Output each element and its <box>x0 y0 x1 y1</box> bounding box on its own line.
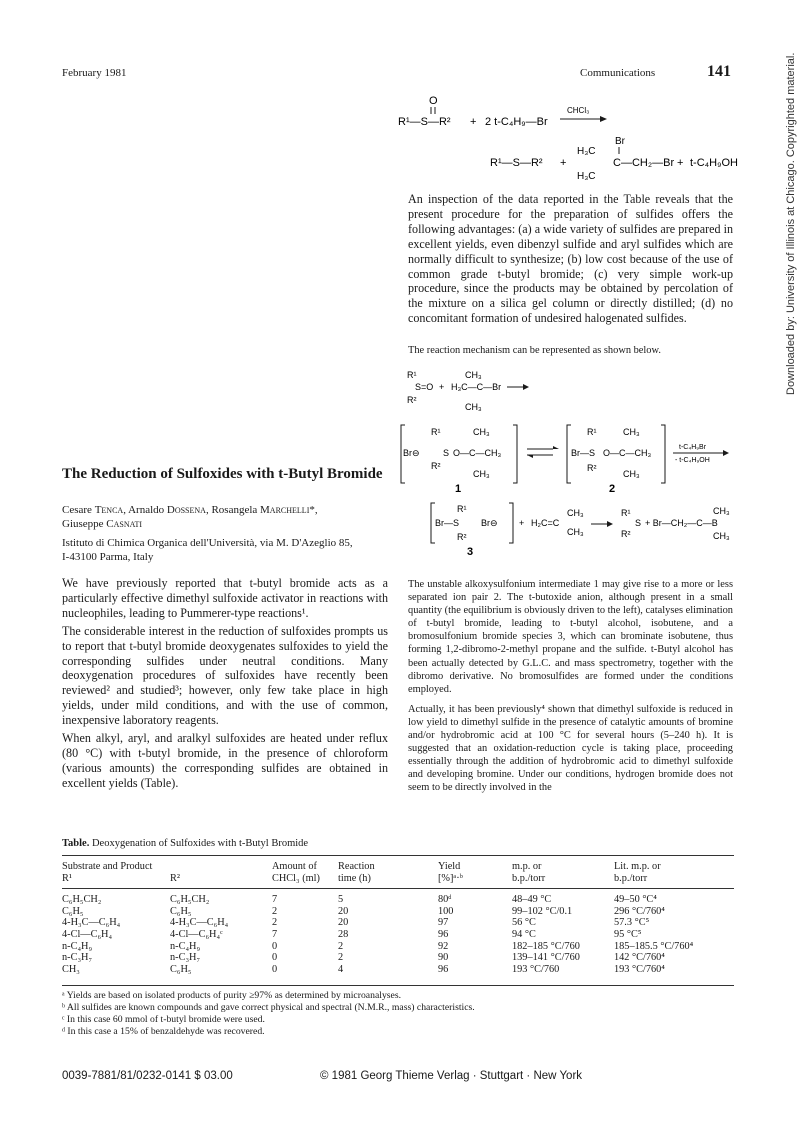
mech-r1-d: R¹ <box>457 504 467 514</box>
table-cell: n-C₄H₉ <box>170 940 201 952</box>
table-header-cell: [%]ᵃ·ᵇ <box>438 872 463 884</box>
table-cell: 100 <box>438 905 454 917</box>
scheme1-product-sulfide: R¹—S—R² <box>490 157 543 169</box>
mech-r2-b: R² <box>431 461 441 471</box>
table-cell: 0 <box>272 952 278 964</box>
table-header-rule <box>62 888 734 889</box>
table-header-cell: R¹ <box>62 872 72 884</box>
table-cell: 296 °C/760⁴ <box>614 905 665 917</box>
table-header-row <box>62 861 734 873</box>
table-bottom-rule <box>62 985 734 986</box>
footnote-a: ᵃ Yields are based on isolated products of purity ≥97% as determined by microanalyses. <box>62 990 402 1001</box>
table-cell: 49–50 °C⁴ <box>614 894 657 906</box>
table-cell: 5 <box>338 894 344 906</box>
table-cell: C₆H₅CH₂ <box>62 894 102 906</box>
mech-plus-a: + <box>439 382 445 392</box>
table-caption: Table. Deoxygenation of Sulfoxides with t-Butyl Bromide <box>62 838 309 849</box>
table-cell: 28 <box>338 928 349 940</box>
table-cell: 193 °C/760 <box>512 963 560 975</box>
table-cell: 48–49 °C <box>512 894 552 906</box>
mech-arrow2-bottom: - t-C₄H₉OH <box>675 457 710 464</box>
table-header-row <box>62 873 734 889</box>
table-cell: CH₃ <box>62 963 80 975</box>
authors-line-1: Cesare Tenca, Arnaldo Dossena, Rosangela Marchelli*, <box>62 504 318 516</box>
table-cell: 92 <box>438 940 449 952</box>
table-header-cell: time (h) <box>338 872 371 884</box>
table-cell: 185–185.5 °C/760⁴ <box>614 940 694 952</box>
mech-o-c-ch3: O—C—CH₃ <box>453 448 502 458</box>
table-header-cell: CHCl₃ (ml) <box>272 872 320 884</box>
affiliation: Istituto di Chimica Organica dell'Università, via M. D'Azeglio 85, I-43100 Parma, Italy <box>62 537 353 563</box>
mech-label-3: 3 <box>467 546 474 558</box>
scheme1-product-tbuoh: t-C₄H₉OH <box>690 157 738 169</box>
scheme1-h3c-bottom: H₃C <box>577 171 596 182</box>
advantages-paragraph: An inspection of the data reported in the Table reveals that the present procedure for the preparation of sulfides offers the following advantages: (a) a wide variety of sulfides are prepared in excellent yields, even dibenzyl sulfide and aryl sulfides which are normally difficult to synthesize; (b) low cost because of the use of common grade t-butyl bromide; (c) very simple work-up procedure, since the products may be obtained by percolation of the mixture on a silica gel column or directly distilled; (d) no concomitant formation of undesired halogenated sulfides. <box>408 192 733 326</box>
mech-plus-b: + <box>519 518 525 528</box>
table-cell: 7 <box>272 894 278 906</box>
scheme1-reagent2: 2 t-C₄H₉—Br <box>485 116 548 128</box>
scheme1-ch2br: C—CH₂—Br <box>613 157 675 169</box>
table-row <box>62 952 734 964</box>
table-header-cell: m.p. or <box>512 861 542 872</box>
footer-copyright: © 1981 Georg Thieme Verlag · Stuttgart · New York <box>320 1070 583 1082</box>
table-cell: 4-Cl—C₆H₄ᶜ <box>170 928 223 940</box>
table-cell: 96 <box>438 928 449 940</box>
table-cell: 193 °C/760⁴ <box>614 963 665 975</box>
table-cell: 7 <box>272 928 278 940</box>
header-date: February 1981 <box>62 67 127 79</box>
table-row <box>62 917 734 929</box>
table-cell: 4-Cl—C₆H₄ <box>62 928 113 940</box>
paragraph-conditions: When alkyl, aryl, and aralkyl sulfoxides are heated under reflux (80 °C) with t-butyl bromide, in the presence of chloroform (various amounts) the corresponding sulfides are obtained in excellent yields (Table). <box>62 731 388 790</box>
page-number: 141 <box>707 63 731 80</box>
table-row <box>62 906 734 918</box>
mech-s-plus: S <box>443 448 450 458</box>
table-header-cell: Substrate and Product <box>62 861 153 872</box>
mech-ch3-f: CH₃ <box>623 469 640 479</box>
footer-code: 0039-7881/81/0232-0141 $ 03.00 <box>62 1070 233 1082</box>
table-cell: 139–141 °C/760 <box>512 952 580 964</box>
paragraph-previous-work: Actually, it has been previously⁴ shown that dimethyl sulfoxide is reduced in low yield to dimethyl sulfide in the presence of catalytic amounts of bromine and/or hydrobromic acid at 100 °C for several hours (5–240 h). It is suggested that an oxidation-reduction cycle is taking place, proceeding essentially through the addition of hydrobromic acid to dimethyl sulfoxide and developing bromine. Under our conditions, hydrogen bromide does not seem to be directly involved in the <box>408 703 733 794</box>
mech-label-2: 2 <box>609 483 616 495</box>
deoxygenation-table <box>62 861 734 975</box>
table-cell: C₆H₅ <box>170 963 192 975</box>
table-row <box>62 929 734 941</box>
mech-r1-b: R¹ <box>431 427 441 437</box>
table-cell: 95 °C⁵ <box>614 928 642 940</box>
reaction-scheme-1 <box>395 92 738 187</box>
footnote-b: ᵇ All sulfides are known compounds and gave correct physical and spectral (N.M.R., mass) characteristics. <box>62 1002 475 1013</box>
table-cell: 4 <box>338 963 344 975</box>
scheme1-h3c-top: H₃C <box>577 146 596 157</box>
table-header-cell: b.p./torr <box>614 872 648 884</box>
mech-dibromide: + Br—CH₂—C—B <box>645 518 718 528</box>
mech-ch3-h: CH₃ <box>567 527 584 537</box>
table-cell: 80ᵈ <box>438 894 452 906</box>
table-footnotes <box>62 990 734 1038</box>
table-header-cell: Reaction <box>338 861 375 872</box>
mech-r2-e: R² <box>621 529 631 539</box>
table-row <box>62 964 734 976</box>
table-cell: 99–102 °C/0.1 <box>512 905 573 917</box>
right-column-text <box>408 578 733 795</box>
mech-br-anion: Br⊖ <box>403 448 420 458</box>
table-cell: n-C₃H₇ <box>62 952 93 964</box>
download-notice: Downloaded by: University of Illinois at Chicago. Copyrighted material. <box>785 52 797 395</box>
footnote-d: ᵈ In this case a 15% of benzaldehyde was recovered. <box>62 1026 265 1037</box>
scheme1-plus3: + <box>677 157 684 169</box>
mech-ch3-a: CH₃ <box>465 370 482 380</box>
authors-line-2: Giuseppe Casnati <box>62 518 143 530</box>
table-cell: C₆H₅ <box>170 905 192 917</box>
scheme1-arrow-label: CHCl₃ <box>567 106 590 115</box>
table-cell: 142 °C/760⁴ <box>614 952 665 964</box>
mech-ch3-e: CH₃ <box>623 427 640 437</box>
paragraph-intro: We have previously reported that t-butyl bromide acts as a particularly effective dimethyl sulfoxide activator in reactions with nucleophiles, leading to Pummerer-type reactions¹. <box>62 576 388 620</box>
paragraph-interest: The considerable interest in the reduction of sulfoxides prompts us to report that t-butyl bromide deoxygenates sulfoxides to yield the corresponding sulfides under neutral conditions. Many deoxygenation procedures of sulfoxides have recently been reviewed² and studied³; however, only few take place in high yields, under mild conditions, and with the use of common, inexpensive laboratory reagents. <box>62 623 388 728</box>
mech-tbubr: H₃C—C—Br <box>451 382 502 392</box>
mech-br-s3: Br—S <box>435 518 460 528</box>
table-header-cell: Amount of <box>272 861 317 872</box>
table-cell: 2 <box>272 917 278 929</box>
mech-so: S=O <box>415 382 434 392</box>
scheme1-plus2: + <box>560 157 567 169</box>
mech-ch3-i: CH₃ <box>713 506 730 516</box>
mech-ch3-j: CH₃ <box>713 531 730 541</box>
table-cell: 20 <box>338 917 349 929</box>
table-cell: 90 <box>438 952 449 964</box>
table-cell: 97 <box>438 917 449 929</box>
table-header-cell: R² <box>170 872 180 884</box>
scheme1-reagent1: R¹—S—R² <box>398 116 451 128</box>
mech-r1-e: R¹ <box>621 508 631 518</box>
mech-r1-a: R¹ <box>407 370 417 380</box>
table-cell: 94 °C <box>512 928 536 940</box>
table-cell: n-C₃H₇ <box>170 952 201 964</box>
table-cell: 20 <box>338 905 349 917</box>
table-cell: 4-H₃C—C₆H₄ <box>62 917 121 929</box>
footnote-c: ᶜ In this case 60 mmol of t-butyl bromide were used. <box>62 1014 265 1025</box>
table-cell: 2 <box>272 905 278 917</box>
table-header-cell <box>170 861 272 873</box>
header-section: Communications <box>580 67 656 79</box>
mech-ch3-d: CH₃ <box>473 469 490 479</box>
mech-o-c-ch3-2: O—C—CH₃ <box>603 448 652 458</box>
mech-isobutene: H₂C=C <box>531 518 560 528</box>
authors <box>62 503 392 531</box>
table-cell: 96 <box>438 963 449 975</box>
mech-br-anion3: Br⊖ <box>481 518 498 528</box>
table-header-cell: Lit. m.p. or <box>614 861 661 872</box>
mech-ch3-b: CH₃ <box>465 402 482 412</box>
table-cell: C₆H₅CH₂ <box>170 894 210 906</box>
paragraph-mechanism: The unstable alkoxysulfonium intermediate 1 may give rise to a more or less separated ion pair 2. The t-butoxide anion, although present in a small quantity (the equilibrium is obviously driven to the left), catalyses elimination of t-butyl bromide, leading to t-butyl alcohol, isobutene, and a bromosulfonium bromide species 3, which can brominate isobutene, thus forming 1,2-dibromo-2-methyl propane and the sulfide. t-Butyl alcohol has been actually detected by G.L.C. and mass spectrometry, together with the dibromo derivative. No bromosulfides are formed under the conditions employed. <box>408 579 733 695</box>
scheme1-plus1: + <box>470 116 477 128</box>
mech-ch3-c: CH₃ <box>473 427 490 437</box>
table-header-cell: b.p./torr <box>512 872 546 884</box>
table-row <box>62 888 734 906</box>
article-title: The Reduction of Sulfoxides with t-Butyl Bromide <box>62 466 383 482</box>
mech-br-s: Br—S <box>571 448 596 458</box>
mech-s-prod: S <box>635 518 642 528</box>
table-cell: 182–185 °C/760 <box>512 940 580 952</box>
left-column-text <box>62 576 388 791</box>
table-cell: 2 <box>338 940 344 952</box>
mech-r2-d: R² <box>457 532 467 542</box>
table-cell: C₆H₅ <box>62 905 84 917</box>
scheme1-br: Br <box>615 136 625 147</box>
table-cell: 56 °C <box>512 917 536 929</box>
mech-arrow2-top: t-C₄H₉Br <box>679 444 707 451</box>
table-cell: n-C₄H₉ <box>62 940 93 952</box>
mech-r2-a: R² <box>407 395 417 405</box>
table-cell: 4-H₃C—C₆H₄ <box>170 917 229 929</box>
table-cell: 57.3 °C⁵ <box>614 917 650 929</box>
mechanism-scheme <box>395 365 740 570</box>
table-cell: 2 <box>338 952 344 964</box>
table-cell: 0 <box>272 940 278 952</box>
mechanism-intro: The reaction mechanism can be represented as shown below. <box>408 345 661 356</box>
mech-label-1: 1 <box>455 483 462 495</box>
table-header-cell: Yield <box>438 861 461 872</box>
mech-r2-c: R² <box>587 463 597 473</box>
table-row <box>62 941 734 953</box>
mech-ch3-g: CH₃ <box>567 508 584 518</box>
mech-r1-c: R¹ <box>587 427 597 437</box>
table-cell: 0 <box>272 963 278 975</box>
scheme1-oxygen: O <box>429 95 438 107</box>
